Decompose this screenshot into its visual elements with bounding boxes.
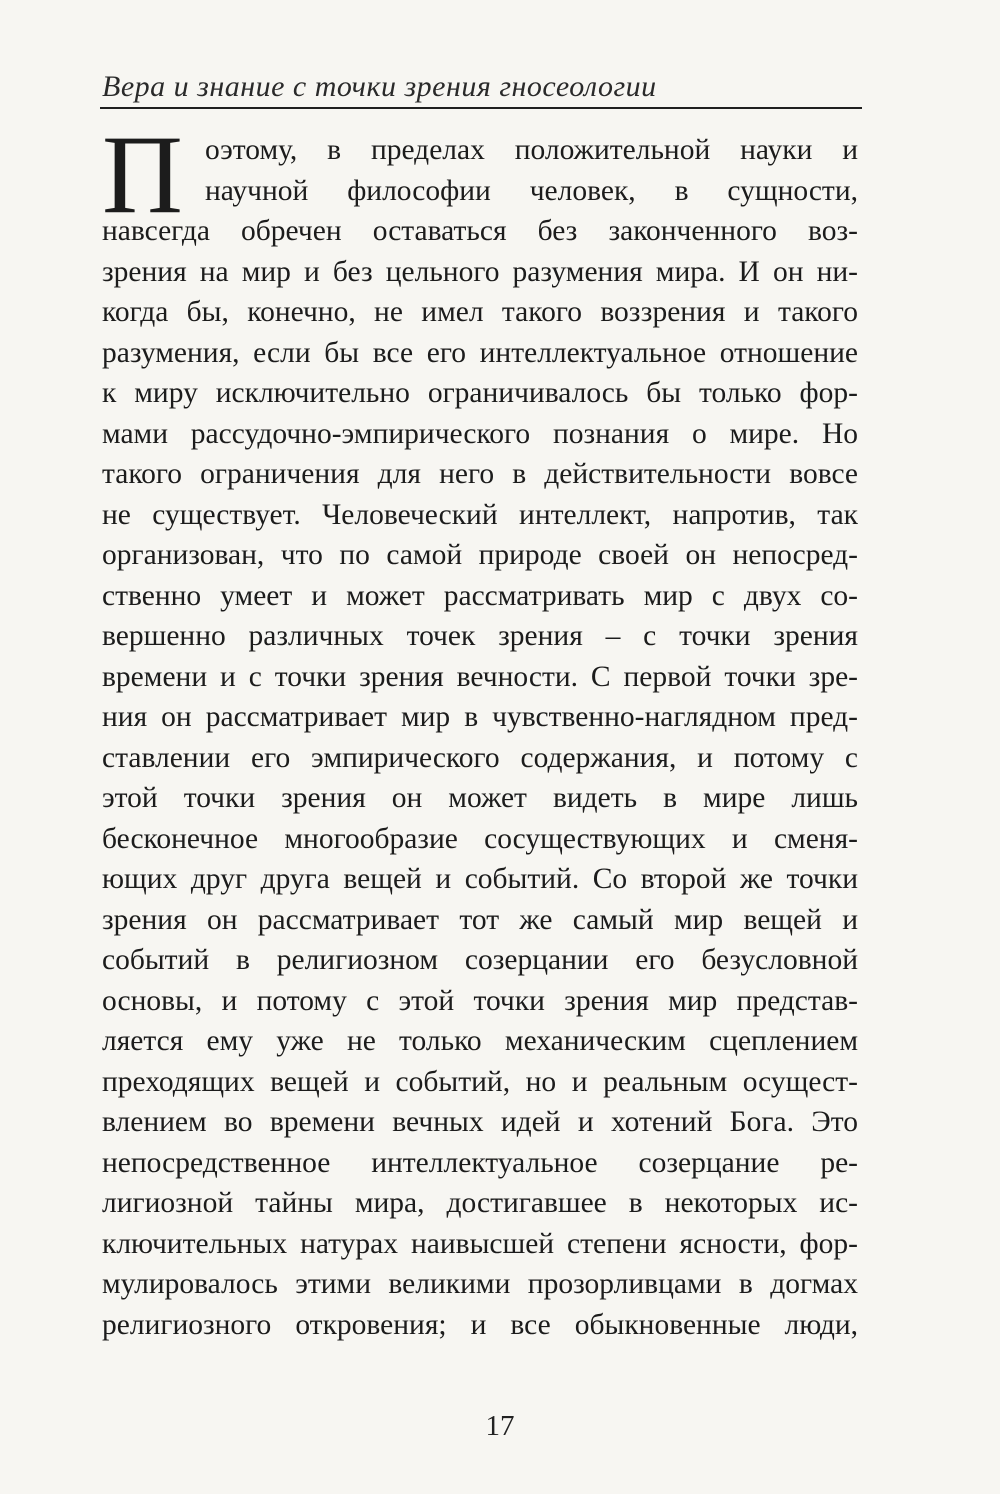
- text-line: ключительных натурах наивысшей степени ясности, фор-: [102, 1227, 858, 1260]
- text-line: ственно умеет и может рассматривать мир с двух со-: [102, 579, 858, 612]
- text-line: не существует. Человеческий интеллект, напротив, так: [102, 498, 858, 531]
- text-line: разумения, если бы все его интеллектуальное отношение: [102, 336, 858, 369]
- text-line: мами рассудочно-эмпирического познания о мире. Но: [102, 417, 858, 450]
- drop-cap: П: [102, 113, 183, 237]
- body-text: [102, 113, 858, 1345]
- page-number: 17: [485, 1410, 515, 1442]
- text-line: оэтому, в пределах положительной науки и: [205, 134, 858, 166]
- text-line: событий в религиозном созерцании его безусловной: [102, 944, 858, 976]
- text-line: влением во времени вечных идей и хотений Бога. Это: [102, 1106, 858, 1138]
- text-line: мулировалось этими великими прозорливцами в догмах: [102, 1268, 858, 1300]
- text-line: ния он рассматривает мир в чувственно-наглядном пред-: [102, 701, 858, 733]
- text-line: такого ограничения для него в действительности вовсе: [102, 458, 858, 490]
- text-line: ставлении его эмпирического содержания, и потому с: [102, 741, 858, 774]
- text-line: этой точки зрения он может видеть в мире лишь: [102, 782, 858, 814]
- header-rule: [100, 107, 862, 109]
- text-line: зрения он рассматривает тот же самый мир вещей и: [102, 903, 858, 936]
- text-line: основы, и потому с этой точки зрения мир представ-: [102, 984, 858, 1017]
- text-line: к миру исключительно ограничивалось бы только фор-: [102, 377, 858, 409]
- text-line: вершенно различных точек зрения – с точки зрения: [102, 620, 858, 652]
- text-line: непосредственное интеллектуальное созерцание ре-: [102, 1146, 858, 1179]
- text-line: преходящих вещей и событий, но и реальным осущест-: [102, 1065, 858, 1098]
- text-line: организован, что по самой природе своей он непосред-: [102, 539, 858, 571]
- text-line: научной философии человек, в сущности,: [205, 174, 858, 207]
- running-head-title: Вера и знание с точки зрения гносеологии: [102, 70, 657, 103]
- text-line: зрения на мир и без цельного разумения мира. И он ни-: [102, 255, 858, 288]
- text-line: ляется ему уже не только механическим сцеплением: [102, 1025, 858, 1057]
- text-line: ющих друг друга вещей и событий. Со второй же точки: [102, 863, 858, 895]
- text-line: лигиозной тайны мира, достигавшее в некоторых ис-: [102, 1187, 858, 1219]
- text-line: бесконечное многообразие сосуществующих и сменя-: [102, 822, 858, 855]
- text-line: навсегда обречен оставаться без законченного воз-: [102, 215, 858, 247]
- text-line: религиозного откровения; и все обыкновенные люди,: [102, 1308, 858, 1341]
- text-line: когда бы, конечно, не имел такого воззрения и такого: [102, 296, 858, 328]
- text-line: времени и с точки зрения вечности. С первой точки зре-: [102, 660, 858, 693]
